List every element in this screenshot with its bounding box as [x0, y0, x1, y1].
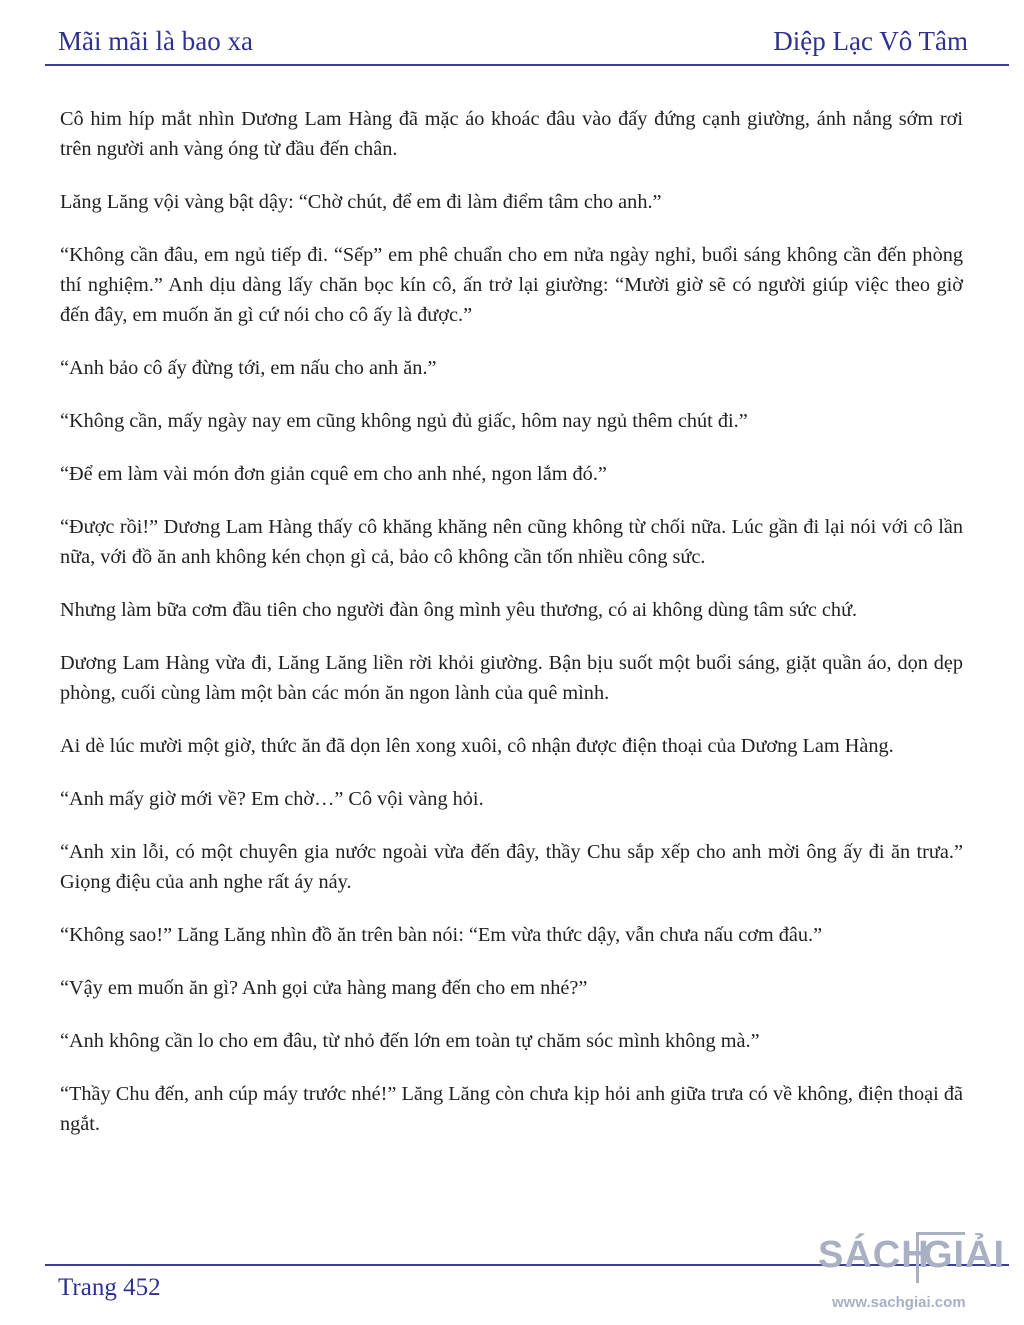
author-name: Diệp Lạc Vô Tâm [773, 26, 968, 56]
paragraph: “Anh không cần lo cho em đâu, từ nhỏ đến lớn em toàn tự chăm sóc mình không mà.” [60, 1030, 760, 1052]
watermark-url: www.sachgiai.com [832, 1294, 966, 1311]
paragraph: Lăng Lăng vội vàng bật dậy: “Chờ chút, để em đi làm điểm tâm cho anh.” [60, 191, 662, 213]
book-title: Mãi mãi là bao xa [58, 26, 253, 56]
paragraph: Dương Lam Hàng vừa đi, Lăng Lăng liền rời khỏi giường. Bận bịu suốt một buổi sáng, giặt quần áo, dọn dẹp phòng, cuối cùng làm một bàn các món ăn ngon lành của quê mình. [60, 652, 963, 704]
logo-text-sach: SÁCH [818, 1234, 930, 1276]
paragraph: “Được rồi!” Dương Lam Hàng thấy cô khăng khăng nên cũng không từ chối nữa. Lúc gần đi lại nói với cô lần nữa, với đồ ăn anh không kén chọn gì cả, bảo cô không cần tốn nhiều công sức. [60, 516, 963, 568]
header-divider [45, 64, 1009, 66]
page-header [56, 22, 968, 66]
page-number: Trang 452 [58, 1274, 161, 1301]
paragraph: “Thầy Chu đến, anh cúp máy trước nhé!” Lăng Lăng còn chưa kịp hỏi anh giữa trưa có về không, điện thoại đã ngắt. [60, 1083, 963, 1135]
paragraph: Ai dè lúc mười một giờ, thức ăn đã dọn lên xong xuôi, cô nhận được điện thoại của Dương Lam Hàng. [60, 735, 894, 757]
paragraph: “Vậy em muốn ăn gì? Anh gọi cửa hàng mang đến cho em nhé?” [60, 977, 588, 999]
paragraph: “Anh xin lỗi, có một chuyên gia nước ngoài vừa đến đây, thầy Chu sắp xếp cho anh mời ông ấy đi ăn trưa.” Giọng điệu của anh nghe rất áy náy. [60, 841, 963, 893]
paragraph: “Để em làm vài món đơn giản cquê em cho anh nhé, ngon lắm đó.” [60, 463, 607, 485]
watermark-logo [818, 1232, 1024, 1322]
paragraph: Nhưng làm bữa cơm đầu tiên cho người đàn ông mình yêu thương, có ai không dùng tâm sức chứ. [60, 599, 858, 621]
paragraph: “Không sao!” Lăng Lăng nhìn đồ ăn trên bàn nói: “Em vừa thức dậy, vẫn chưa nấu cơm đâu.” [60, 924, 823, 946]
page-body [60, 104, 963, 1162]
paragraph: “Không cần, mấy ngày nay em cũng không ngủ đủ giấc, hôm nay ngủ thêm chút đi.” [60, 410, 748, 432]
paragraph: Cô him híp mắt nhìn Dương Lam Hàng đã mặc áo khoác đâu vào đấy đứng cạnh giường, ánh nắng sớm rơi trên người anh vàng óng từ đầu đến chân. [60, 108, 963, 160]
paragraph: “Không cần đâu, em ngủ tiếp đi. “Sếp” em phê chuẩn cho em nửa ngày nghỉ, buổi sáng không cần đến phòng thí nghiệm.” Anh dịu dàng lấy chăn bọc kín cô, ấn trở lại giường: “Mười giờ sẽ có người giúp việc theo giờ đến đây, em muốn ăn gì cứ nói cho cô ấy là được.” [60, 244, 963, 326]
logo-text-giai: GIẢI [923, 1234, 1006, 1276]
paragraph: “Anh bảo cô ấy đừng tới, em nấu cho anh ăn.” [60, 357, 437, 379]
paragraph: “Anh mấy giờ mới về? Em chờ…” Cô vội vàng hỏi. [60, 788, 484, 810]
